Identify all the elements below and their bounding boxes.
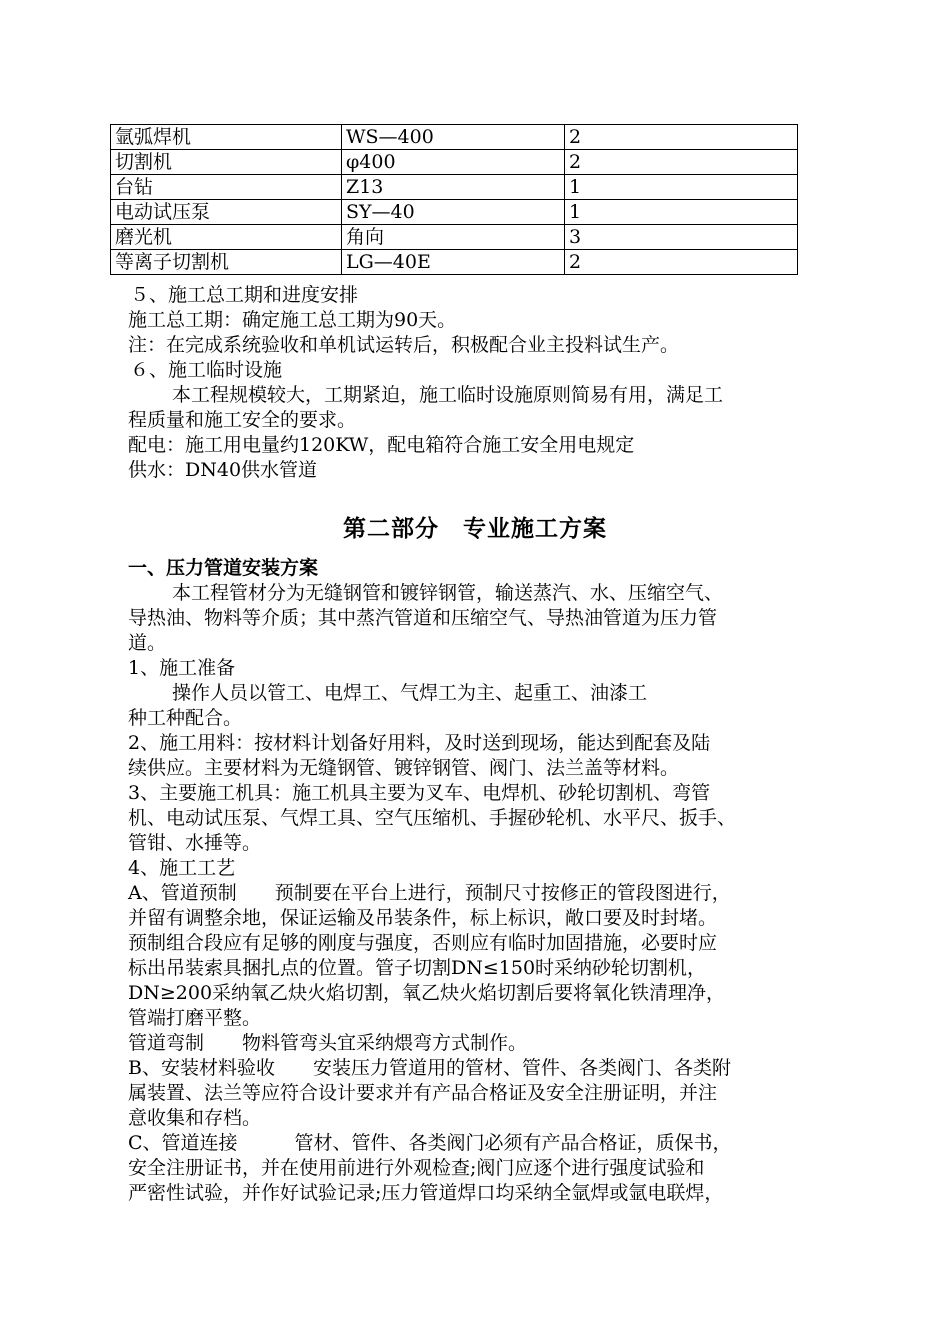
equipment-row [111,150,798,175]
water-line: 供水：DN40供水管道 [128,459,318,481]
equipment-model-cell: LG—40E [342,250,565,275]
equipment-name-cell: 切割机 [111,150,342,175]
equipment-qty-cell: 1 [565,175,798,200]
equipment-qty-cell: 2 [565,150,798,175]
total-duration: 施工总工期：确定施工总工期为90天。 [128,309,457,331]
equipment-model-cell: Z13 [342,175,565,200]
para-line: 续供应。主要材料为无缝钢管、镀锌钢管、阀门、法兰盖等材料。 [128,757,680,779]
power-line: 配电：施工用电量约120KW，配电箱符合施工安全用电规定 [128,434,635,456]
para-line: 导热油、物料等介质；其中蒸汽管道和压缩空气、导热油管道为压力管 [128,607,718,629]
equipment-model-cell: φ400 [342,150,565,175]
para-line: B、安装材料验收 安装压力管道用的管材、管件、各类阀门、各类附 [128,1057,731,1079]
para-line: 3、主要施工机具：施工机具主要为叉车、电焊机、砂轮切割机、弯管 [128,782,711,804]
note-line: 注：在完成系统验收和单机试运转后，积极配合业主投料试生产。 [128,334,680,356]
para-line: A、管道预制 预制要在平台上进行，预制尺寸按修正的管段图进行， [128,882,731,904]
para-line: 标出吊装索具捆扎点的位置。管子切割DN≤150时采纳砂轮切割机， [128,957,707,979]
temp-facilities-heading: ６、施工临时设施 [130,359,283,381]
para-line: 安全注册证书，并在使用前进行外观检查;阀门应逐个进行强度试验和 [128,1157,705,1179]
part-two-title: 第二部分 专业施工方案 [343,515,607,542]
para-line: 管端打磨平整。 [128,1007,262,1029]
para-line: 意收集和存档。 [128,1107,262,1129]
para-line: C、管道连接 管材、管件、各类阀门必须有产品合格证，质保书， [128,1132,732,1154]
equipment-name-cell: 磨光机 [111,225,342,250]
equipment-name-cell: 氩弧焊机 [111,125,342,150]
para-line: 属装置、法兰等应符合设计要求并有产品合格证及安全注册证明，并注 [128,1082,718,1104]
equipment-qty-cell: 2 [565,250,798,275]
para-line: 管道弯制 物料管弯头宜采纳煨弯方式制作。 [128,1032,528,1054]
temp-facilities-text-2: 程质量和施工安全的要求。 [128,409,357,431]
equipment-row [111,200,798,225]
equipment-row [111,175,798,200]
section-1-heading: 一、压力管道安装方案 [128,557,319,579]
para-line: 预制组合段应有足够的刚度与强度，否则应有临时加固措施，必要时应 [128,932,718,954]
equipment-row [111,225,798,250]
para-line: 种工种配合。 [128,707,243,729]
equipment-name-cell: 台钻 [111,175,342,200]
equipment-row [111,250,798,275]
para-line: 2、施工用料：按材料计划备好用料，及时送到现场，能达到配套及陆 [128,732,711,754]
para-line: 操作人员以管工、电焊工、气焊工为主、起重工、油漆工 [172,682,648,704]
equipment-qty-cell: 2 [565,125,798,150]
equipment-name-cell: 等离子切割机 [111,250,342,275]
equipment-name-cell: 电动试压泵 [111,200,342,225]
schedule-heading: ５、施工总工期和进度安排 [130,284,359,306]
equipment-qty-cell: 1 [565,200,798,225]
equipment-table [110,124,798,275]
equipment-model-cell: 角向 [342,225,565,250]
equipment-model-cell: WS—400 [342,125,565,150]
para-line: 机、电动试压泵、气焊工具、空气压缩机、手握砂轮机、水平尺、扳手、 [128,807,737,829]
equipment-row [111,125,798,150]
para-line: 本工程管材分为无缝钢管和镀锌钢管，输送蒸汽、水、压缩空气、 [172,582,724,604]
temp-facilities-text-1: 本工程规模较大，工期紧迫，施工临时设施原则简易有用，满足工 [172,384,724,406]
equipment-qty-cell: 3 [565,225,798,250]
para-line: 道。 [128,632,167,654]
process-heading: 4、施工工艺 [128,857,236,879]
prep-heading: 1、施工准备 [128,657,236,679]
para-line: 管钳、水捶等。 [128,832,262,854]
para-line: DN≥200采纳氧乙炔火焰切割，氧乙炔火焰切割后要将氧化铁清理净， [128,982,726,1004]
equipment-table-body [111,125,798,275]
para-line: 严密性试验，并作好试验记录;压力管道焊口均采纳全氩焊或氩电联焊， [128,1182,724,1204]
para-line: 并留有调整余地，保证运输及吊装条件，标上标识，敞口要及时封堵。 [128,907,718,929]
equipment-model-cell: SY—40 [342,200,565,225]
